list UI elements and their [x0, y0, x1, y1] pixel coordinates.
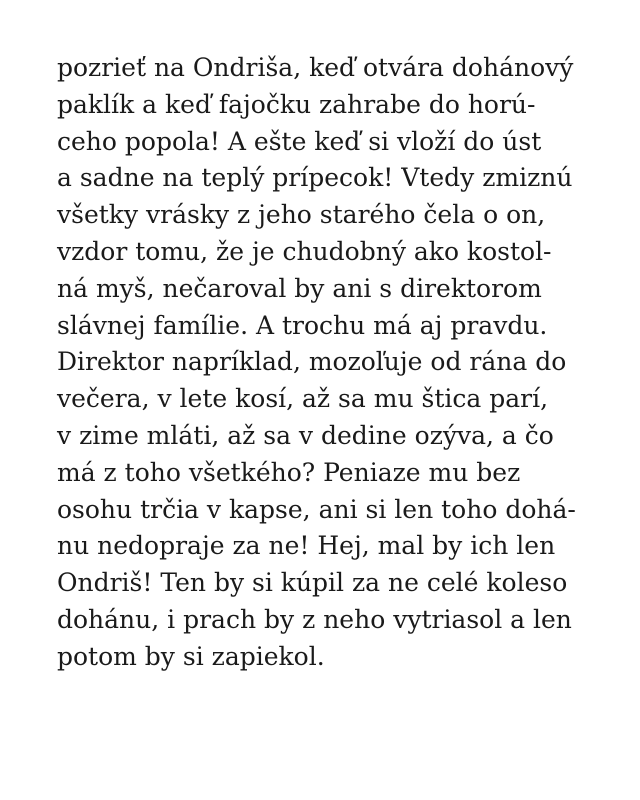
text-line: a sadne na teplý prípecok! Vtedy zmiznú: [57, 163, 573, 193]
text-line: v zime mláti, až sa v dedine ozýva, a čo: [57, 420, 554, 450]
text-line: dohánu, i prach by z neho vytriasol a len: [57, 604, 572, 634]
text-line: vzdor tomu, že je chudobný ako kostol-: [57, 236, 552, 266]
text-line: potom by si zapiekol.: [57, 641, 325, 671]
text-line: slávnej famílie. A trochu má aj pravdu.: [57, 310, 548, 340]
text-line: pozrieť na Ondriša, keď otvára dohánový: [57, 53, 574, 82]
text-line: všetky vrásky z jeho starého čela o on,: [57, 200, 546, 230]
text-line: paklík a keď fajočku zahrabe do horú-: [57, 89, 536, 119]
body-text: [57, 50, 617, 676]
text-line: má z toho všetkého? Peniaze mu bez: [57, 457, 521, 487]
text-line: ná myš, nečaroval by ani s direktorom: [57, 273, 542, 303]
text-line: večera, v lete kosí, až sa mu štica parí,: [57, 384, 549, 414]
text-line: Direktor napríklad, mozoľuje od rána do: [57, 347, 567, 377]
text-line: ceho popola! A ešte keď si vloží do úst: [57, 126, 542, 156]
text-line: osohu trčia v kapse, ani si len toho dohá-: [57, 494, 576, 524]
text-line: nu nedopraje za ne! Hej, mal by ich len: [57, 531, 556, 561]
text-line: Ondriš! Ten by si kúpil za ne celé koleso: [57, 568, 568, 598]
